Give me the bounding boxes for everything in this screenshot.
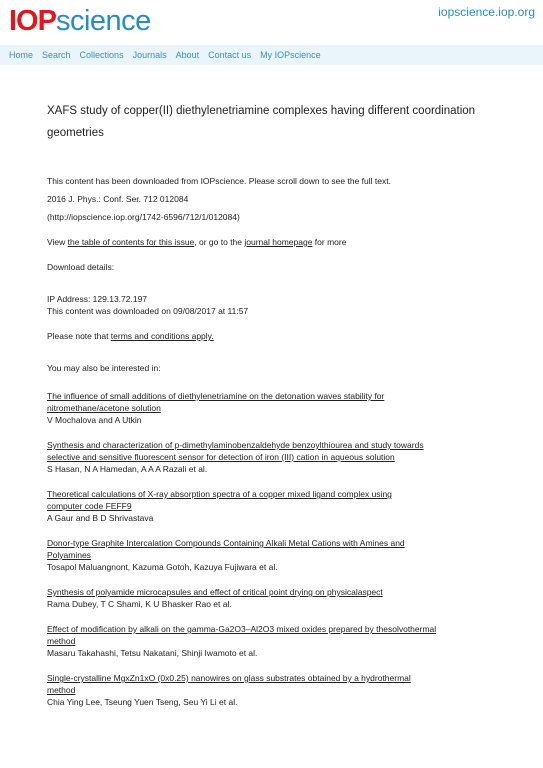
nav-about[interactable]: About xyxy=(175,50,200,60)
related-article-title[interactable]: method xyxy=(47,685,76,695)
related-article-title[interactable]: Theoretical calculations of X-ray absorption spectra of a copper mixed ligand complex using xyxy=(47,489,392,499)
downloaded-on: This content was downloaded on 09/08/2017 at 11:57 xyxy=(47,306,249,316)
related-article xyxy=(47,672,477,708)
iopscience-logo[interactable] xyxy=(9,3,151,39)
view-middle: , or go to the xyxy=(194,237,245,247)
related-article-title[interactable]: method xyxy=(47,636,76,646)
related-article-authors: Tosapol Maluangnont, Kazuma Gotoh, Kazuya Fujiwara et al. xyxy=(47,562,278,572)
nav-collections[interactable]: Collections xyxy=(79,50,124,60)
related-article-title[interactable]: selective and sensitive fluorescent sensor for detection of iron (III) cation in aqueous solution xyxy=(47,452,395,462)
logo-science-text: science xyxy=(55,5,151,37)
doi-url: (http://iopscience.iop.org/1742-6596/712/1/012084) xyxy=(47,212,240,222)
related-article-title[interactable]: Effect of modification by alkali on the gamma-Ga2O3–Al2O3 mixed oxides prepared by thesolvothermal xyxy=(47,624,437,634)
related-article-title[interactable]: Polyamines xyxy=(47,550,91,560)
journal-homepage-link[interactable]: journal homepage xyxy=(244,237,313,247)
related-article xyxy=(47,623,477,659)
terms-prefix: Please note that xyxy=(47,331,111,341)
nav-journals[interactable]: Journals xyxy=(132,50,167,60)
view-suffix: for more xyxy=(312,237,347,247)
related-article-title[interactable]: computer code FEFF9 xyxy=(47,501,132,511)
nav-search[interactable]: Search xyxy=(42,50,71,60)
nav-home[interactable]: Home xyxy=(9,50,34,60)
article-title: XAFS study of copper(II) diethylenetriamine complexes having different coordination geometries xyxy=(47,105,476,139)
related-article xyxy=(47,586,477,610)
cover-sheet xyxy=(47,100,477,721)
site-header xyxy=(0,0,543,44)
related-article-authors: Rama Dubey, T C Shami, K U Bhasker Rao et al. xyxy=(47,599,232,609)
related-article-authors: S Hasan, N A Hamedan, A A A Razali et al. xyxy=(47,464,208,474)
related-article-authors: A Gaur and B D Shrivastava xyxy=(47,513,154,523)
related-article-authors: V Mochalova and A Utkin xyxy=(47,415,142,425)
downloaded-note: This content has been downloaded from IOPscience. Please scroll down to see the full text. xyxy=(47,176,391,186)
nav-contact-us[interactable]: Contact us xyxy=(208,50,252,60)
related-article-title[interactable]: Donor-type Graphite Intercalation Compounds Containing Alkali Metal Cations with Amines and xyxy=(47,538,405,548)
citation: 2016 J. Phys.: Conf. Ser. 712 012084 xyxy=(47,194,189,204)
related-articles-list xyxy=(47,390,477,708)
related-article xyxy=(47,390,477,426)
related-article-title[interactable]: Synthesis of polyamide microcapsules and effect of critical point drying on physicalaspect xyxy=(47,587,383,597)
related-article-title[interactable]: The influence of small additions of diethylenetriamine on the detonation waves stability for xyxy=(47,391,385,401)
nav-my-iopscience[interactable]: My IOPscience xyxy=(260,50,321,60)
related-article-authors: Masaru Takahashi, Tetsu Nakatani, Shinji Iwamoto et al. xyxy=(47,648,258,658)
view-links-line xyxy=(47,236,477,248)
terms-link[interactable]: terms and conditions apply. xyxy=(110,331,214,341)
related-article xyxy=(47,537,477,573)
terms-note xyxy=(47,330,477,342)
main-nav xyxy=(0,45,543,65)
related-article-title[interactable]: Synthesis and characterization of p-dimethylaminobenzaldehyde benzoylthiourea and study towards xyxy=(47,440,424,450)
related-article xyxy=(47,439,477,475)
also-interested-label: You may also be interested in: xyxy=(47,363,161,373)
related-article-authors: Chia Ying Lee, Tseung Yuen Tseng, Seu Yi Li et al. xyxy=(47,697,238,707)
toc-link[interactable]: the table of contents for this issue xyxy=(67,237,195,247)
related-article-title[interactable]: nitromethane/acetone solution xyxy=(47,403,161,413)
ip-address: IP Address: 129.13.72.197 xyxy=(47,294,148,304)
logo-iop-text: IOP xyxy=(9,5,56,37)
site-url-link[interactable]: iopscience.iop.org xyxy=(438,5,535,19)
related-article xyxy=(47,488,477,524)
view-prefix: View xyxy=(47,237,68,247)
download-details-label: Download details: xyxy=(47,262,115,272)
related-article-title[interactable]: Single-crystalline MgxZn1xO (0x0.25) nanowires on glass substrates obtained by a hydrothermal xyxy=(47,673,411,683)
